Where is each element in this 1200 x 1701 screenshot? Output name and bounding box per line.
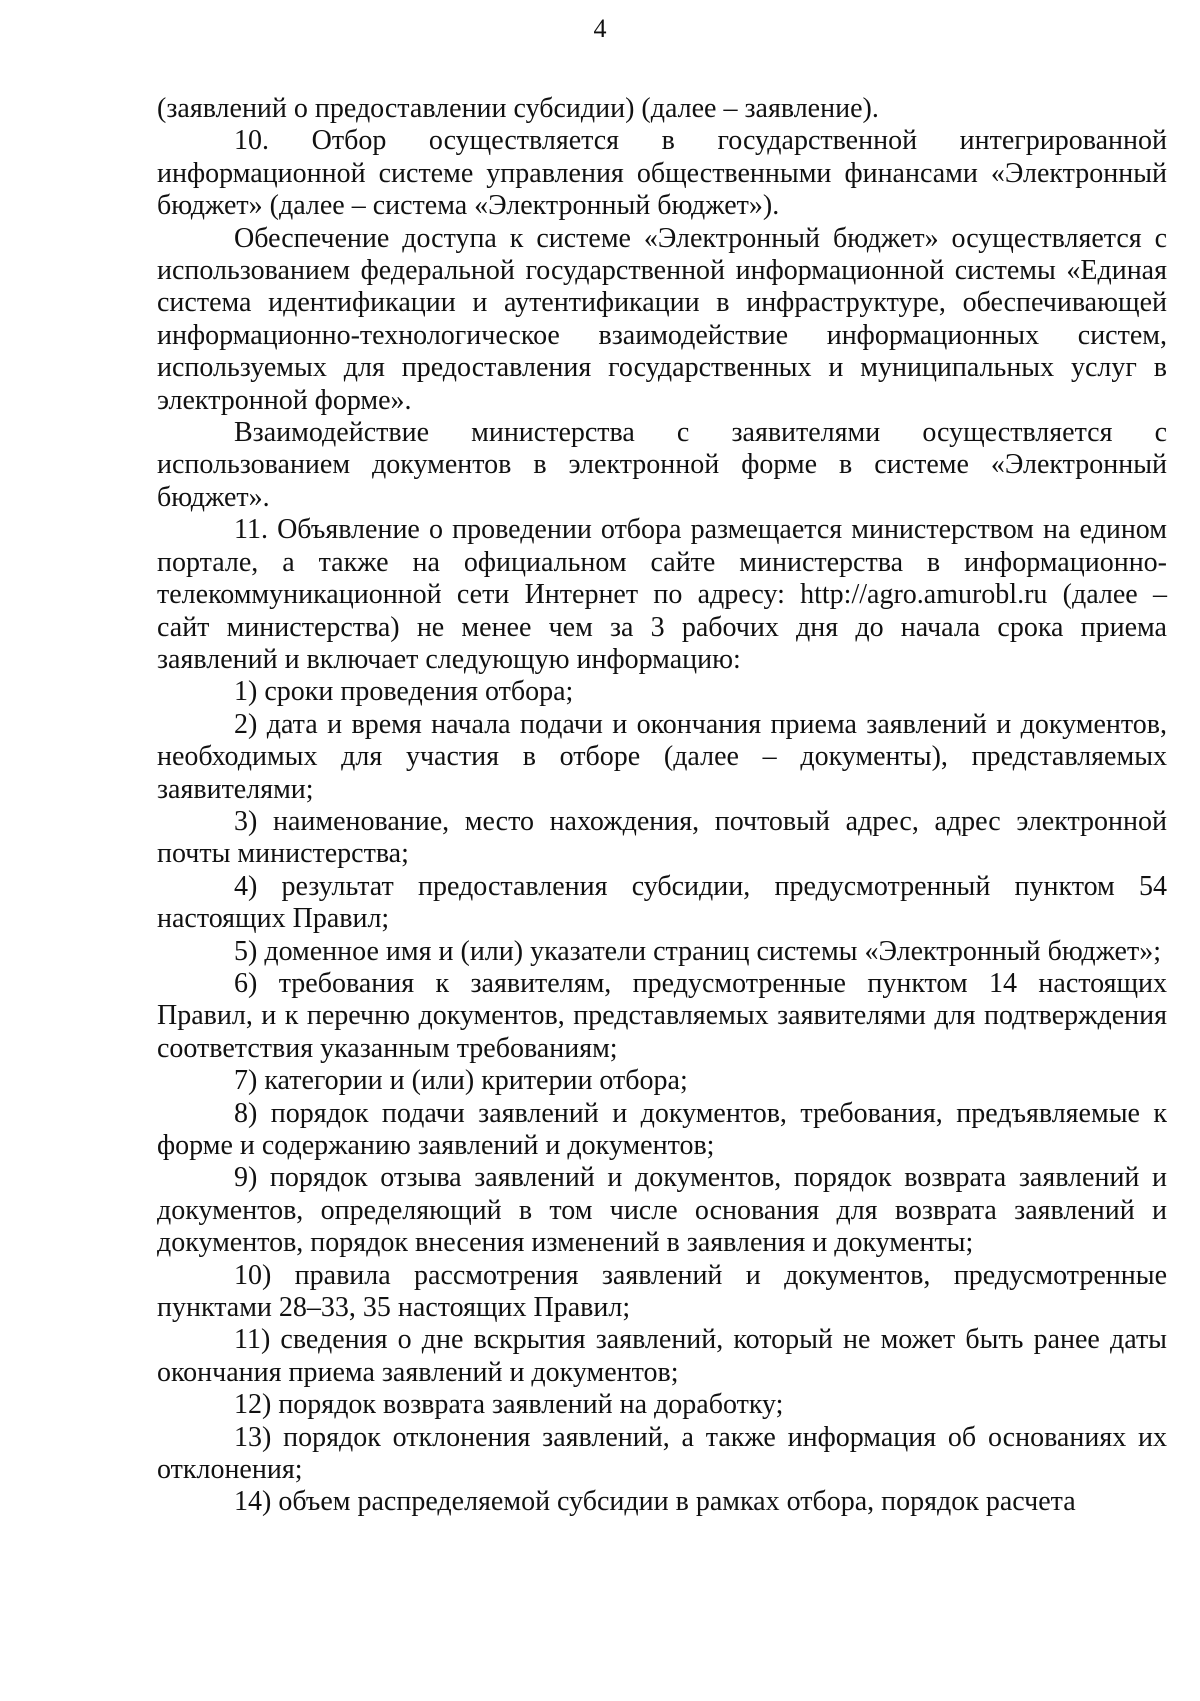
page-number: 4 bbox=[593, 14, 607, 43]
document-body bbox=[157, 93, 1167, 1519]
paragraph: 9) порядок отзыва заявлений и документов, порядок возврата заявлений и документов, определяющий в том числе основания для возврата заявлений и документов, порядок внесения изменений в заявления и документы; bbox=[157, 1162, 1167, 1259]
paragraph: 3) наименование, место нахождения, почтовый адрес, адрес электронной почты министерства; bbox=[157, 805, 1167, 870]
paragraph: Взаимодействие министерства с заявителями осуществляется с использованием документов в электронной форме в системе «Электронный бюджет». bbox=[157, 417, 1167, 513]
paragraph: 7) категории и (или) критерии отбора; bbox=[234, 1065, 688, 1097]
paragraph: (заявлений о предоставлении субсидии) (далее – заявление). bbox=[157, 93, 879, 124]
paragraph: 8) порядок подачи заявлений и документов, требования, предъявляемые к форме и содержанию заявлений и документов; bbox=[157, 1097, 1167, 1161]
paragraph: 11. Объявление о проведении отбора размещается министерством на едином портале, а также на официальном сайте министерства в информационно-телекоммуникационной сети Интернет по адресу: http://agro.amurobl.ru (далее – сайт министерства) не менее чем за 3 рабочих дня до начала срока приема заявлений и включает следующую информацию: bbox=[157, 514, 1167, 675]
paragraph: 2) дата и время начала подачи и окончания приема заявлений и документов, необходимых для участия в отборе (далее – документы), представляемых заявителями; bbox=[157, 708, 1167, 805]
paragraph: 5) доменное имя и (или) указатели страниц системы «Электронный бюджет»; bbox=[234, 935, 1161, 967]
paragraph: Обеспечение доступа к системе «Электронный бюджет» осуществляется с использованием федеральной государственной информационной системы «Единая система идентификации и аутентификации в инфраструктуре, обеспечивающей информационно-технологическое взаимодействие информационных систем, используемых для предоставления государственных и муниципальных услуг в электронной форме». bbox=[157, 222, 1167, 416]
paragraph: 1) сроки проведения отбора; bbox=[234, 676, 574, 708]
paragraph: 14) объем распределяемой субсидии в рамках отбора, порядок расчета bbox=[234, 1486, 1076, 1518]
paragraph: 13) порядок отклонения заявлений, а также информация об основаниях их отклонения; bbox=[157, 1421, 1167, 1486]
paragraph: 6) требования к заявителям, предусмотренные пунктом 14 настоящих Правил, и к перечню документов, представляемых заявителями для подтверждения соответствия указанным требованиям; bbox=[157, 967, 1167, 1064]
paragraph: 10) правила рассмотрения заявлений и документов, предусмотренные пунктами 28–33, 35 настоящих Правил; bbox=[157, 1259, 1167, 1324]
paragraph: 12) порядок возврата заявлений на доработку; bbox=[234, 1389, 784, 1421]
paragraph: 11) сведения о дне вскрытия заявлений, который не может быть ранее даты окончания приема заявлений и документов; bbox=[157, 1324, 1167, 1388]
paragraph: 10. Отбор осуществляется в государственной интегрированной информационной системе управления общественными финансами «Электронный бюджет» (далее – система «Электронный бюджет»). bbox=[157, 125, 1167, 222]
paragraph: 4) результат предоставления субсидии, предусмотренный пунктом 54 настоящих Правил; bbox=[157, 870, 1167, 935]
